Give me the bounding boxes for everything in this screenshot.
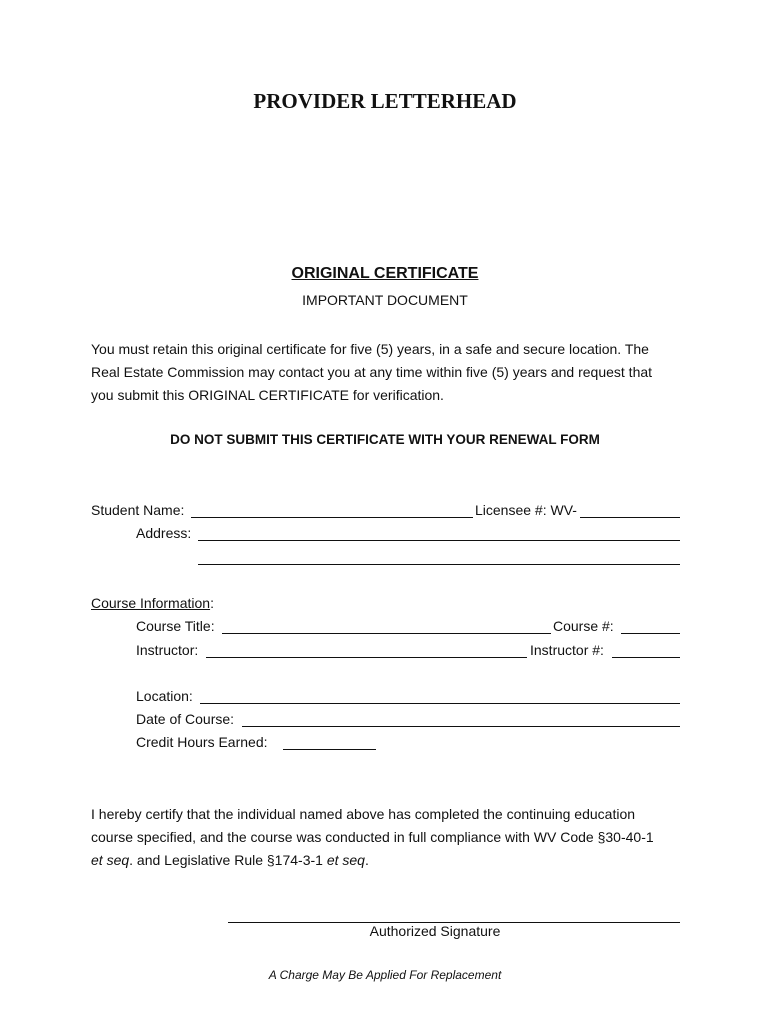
address-label: Address: [136,525,192,541]
et-seq-1: et seq [91,852,130,868]
retention-notice [91,338,681,407]
authorized-signature-label: Authorized Signature [369,923,501,939]
notice-line-2: Real Estate Commission may contact you at any time within five (5) years and request that [91,364,653,380]
notice-line-1: You must retain this original certificate for five (5) years, in a safe and secure location. The [91,341,649,357]
licensee-number-field[interactable] [580,517,680,518]
certification-statement [91,803,681,872]
course-information-colon: : [210,595,214,611]
course-title-field[interactable] [222,633,551,634]
legislative-rule-text: . and Legislative Rule §174-3-1 [129,852,327,868]
instructor-number-field[interactable] [612,657,680,658]
replacement-charge-note: A Charge May Be Applied For Replacement [268,968,502,982]
course-information-heading-text: Course Information [91,595,211,611]
course-number-label: Course #: [553,618,614,634]
location-label: Location: [136,688,193,704]
instructor-number-label: Instructor #: [530,642,604,658]
instructor-label: Instructor: [136,642,199,658]
date-of-course-field[interactable] [242,726,680,727]
location-field[interactable] [200,703,680,704]
student-name-field[interactable] [191,517,473,518]
certificate-title: ORIGINAL CERTIFICATE [291,265,479,282]
certificate-subtitle: IMPORTANT DOCUMENT [302,292,468,308]
certification-line-1: I hereby certify that the individual named above has completed the continuing education [91,806,636,822]
credit-hours-label: Credit Hours Earned: [136,734,268,750]
certification-line-2: course specified, and the course was conducted in full compliance with WV Code §30-40-1 [91,829,654,845]
course-information-heading [91,595,214,611]
provider-letterhead: PROVIDER LETTERHEAD [253,89,517,113]
renewal-warning: DO NOT SUBMIT THIS CERTIFICATE WITH YOUR RENEWAL FORM [170,432,600,447]
address-field-line-2[interactable] [198,564,680,565]
et-seq-2: et seq [326,852,365,868]
course-title-label: Course Title: [136,618,215,634]
certification-end-period: . [364,852,369,868]
notice-line-3: you submit this ORIGINAL CERTIFICATE for verification. [91,387,444,403]
credit-hours-field[interactable] [283,749,376,750]
student-name-label: Student Name: [91,502,185,518]
instructor-field[interactable] [206,657,527,658]
date-of-course-label: Date of Course: [136,711,235,727]
licensee-number-label: Licensee #: WV- [475,502,577,518]
certification-line-3 [91,849,681,872]
course-number-field[interactable] [621,633,680,634]
address-field-line-1[interactable] [198,540,680,541]
